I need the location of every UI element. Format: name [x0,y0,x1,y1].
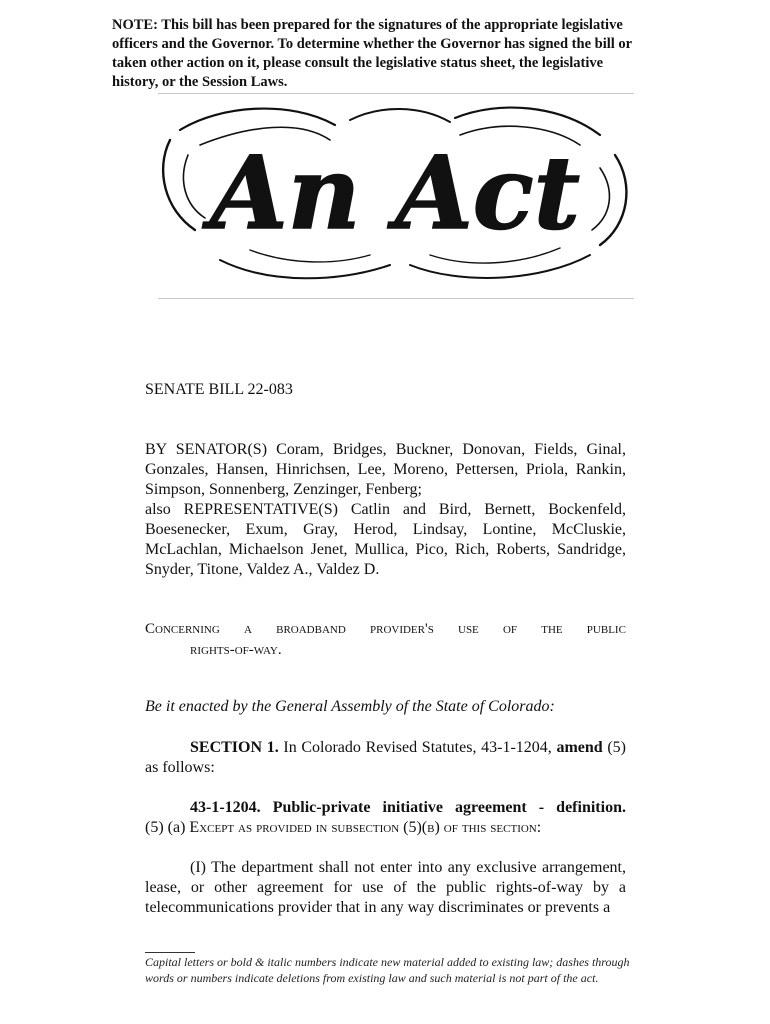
statute-heading-line [145,798,626,818]
bill-title-line-2: rights-of-way. [190,642,282,658]
statute-title-word: Public-private [272,799,371,816]
an-act-banner [160,100,630,290]
subsection-number: (5) (a) [145,819,190,836]
bottom-rule [158,298,634,299]
amend-keyword: amend [556,739,603,756]
section-text-end: (5) as follows: [145,739,627,776]
section-text: In Colorado Revised Statutes, 43-1-1204, [278,739,557,756]
enacting-clause: Be it enacted by the General Assembly of the State of Colorado: [145,698,555,715]
statute-heading [145,798,626,838]
bill-title-word: of [502,621,518,637]
statute-title-word: agreement [455,799,527,816]
sponsors [145,440,626,580]
paragraph-i-text: (I) The department shall not enter into any exclusive arrangement, lease, or other agreement for use of the public rights-of-way by a telecommunications provider that in any way discriminates or prevents a [145,859,626,916]
bill-title-word: a [243,621,252,637]
bill-title-word: broadband [276,621,346,637]
footnote: Capital letters or bold & italic numbers indicate new material added to existing law; dashes through words or numbers indicate deletions from existing law and such material is not part of the act. [145,955,630,985]
subsection-line [145,818,626,838]
bill-title [145,619,626,661]
statute-title-word: - [538,799,545,816]
footnote-rule [145,952,195,953]
section-1 [145,738,626,778]
paragraph-i [145,858,626,918]
statute-number: 43-1-1204. [190,799,261,816]
bill-title-word: use [458,621,479,637]
bill-number: SENATE BILL 22-083 [145,381,293,398]
bill-title-word: the [541,621,563,637]
statute-title-word: initiative [382,799,443,816]
statute-title-word: definition. [556,799,626,816]
bill-title-word: Concerning [145,621,220,637]
bill-title-word: provider's [369,621,434,637]
an-act-title: An Act [210,134,580,252]
bill-title-word: public [586,621,626,637]
subsection-text: Except as provided in subsection (5)(b) of this section: [189,819,542,836]
senators: BY SENATOR(S) Coram, Bridges, Buckner, Donovan, Fields, Ginal, Gonzales, Hansen, Hinrichsen, Lee, Moreno, Pettersen, Priola, Rankin, Simpson, Sonnenberg, Zenzinger, Fenberg; [145,441,626,498]
section-label: SECTION 1. [190,739,279,756]
top-rule [158,93,634,94]
bill-title-line-1 [145,619,626,640]
signature-note: NOTE: This bill has been prepared for the signatures of the appropriate legislative officers and the Governor. To determine whether the Governor has signed the bill or taken other action on it, please consult the legislative status sheet, the legislative history, or the Session Laws. [112,17,632,90]
representatives: also REPRESENTATIVE(S) Catlin and Bird, Bernett, Bockenfeld, Boesenecker, Exum, Gray, Herod, Lindsay, Lontine, McCluskie, McLachlan, Michaelson Jenet, Mullica, Pico, Rich, Roberts, Sandridge, Snyder, Titone, Valdez A., Valdez D. [145,501,626,578]
